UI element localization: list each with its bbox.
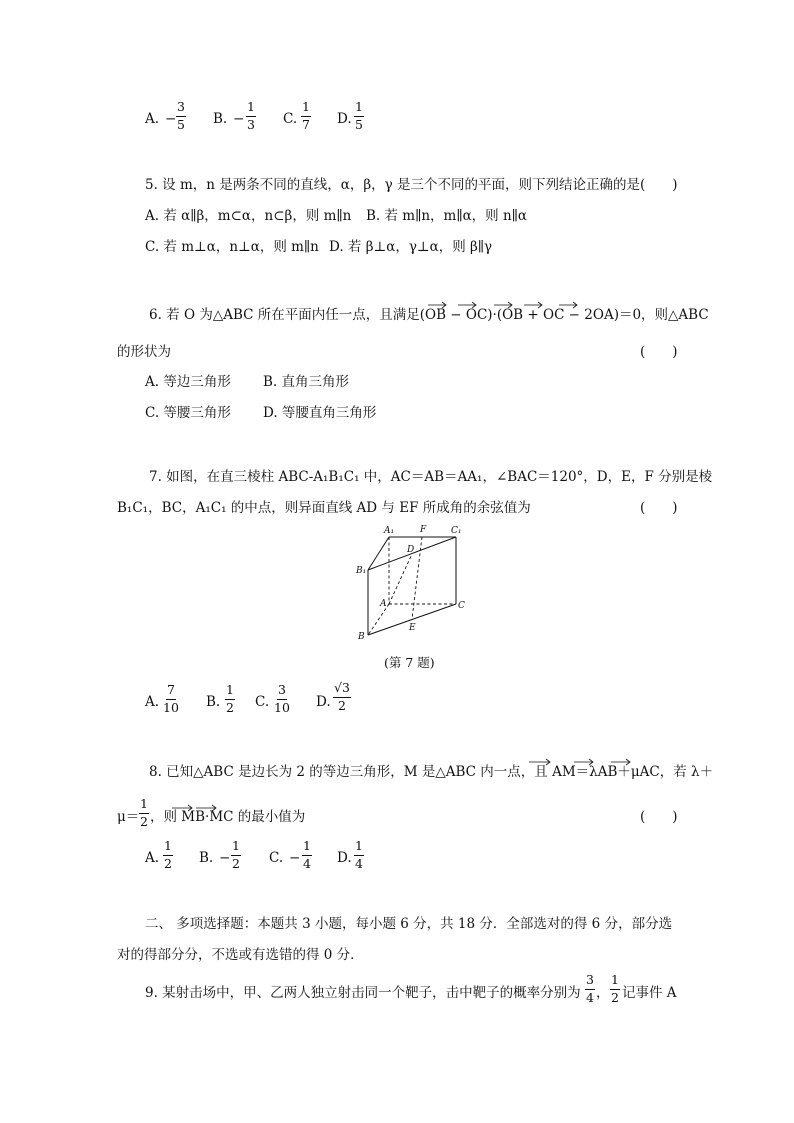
q7-option-b-label: B. (206, 694, 221, 710)
label-a: A (380, 599, 387, 609)
q8-option-a-label: A. (145, 850, 160, 866)
q8-stem-line-2: ，则 MB·MC 的最小值为 (150, 809, 306, 825)
q7-option-a-fraction: $\frac{7}{10}$ (163, 682, 179, 715)
q9-fraction-1: $\frac{3}{4}$ (586, 972, 594, 1005)
q7-figure-caption: (第 7 题) (384, 655, 435, 670)
q9-separator: ， (596, 985, 610, 1001)
label-b1: B₁ (356, 566, 367, 576)
section-2-line-2: 对的得部分分，不选或有选错的得 0 分． (117, 947, 364, 963)
q8-option-b-fraction: $\frac{1}{2}$ (232, 838, 240, 871)
q7-stem-line-2: B₁C₁，BC，A₁C₁ 的中点，则异面直线 AD 与 EF 所成角的余弦值为 (117, 500, 531, 516)
q5-stem: 5. 设 m，n 是两条不同的直线，α，β，γ 是三个不同的平面，则下列结论正确的是( ) (145, 177, 678, 193)
q6-stem-line-1: 6. 若 O 为△ABC 所在平面内任一点，且满足(OB − OC)·(OB + OC − 2OA)＝0，则△ABC (149, 307, 709, 323)
q7-option-d-fraction: $\frac{√3}{2}$ (334, 680, 350, 713)
q8-stem-half-fraction: $\frac{1}{2}$ (140, 796, 148, 829)
label-f: F (420, 525, 427, 535)
q6-option-b: B. 直角三角形 (263, 374, 350, 390)
q8-option-b-label: B. (199, 850, 214, 866)
q7-option-b-fraction: $\frac{1}{2}$ (226, 682, 234, 715)
q8-option-c-fraction: $\frac{1}{4}$ (303, 838, 311, 871)
q4-option-d-label: D. (337, 111, 352, 127)
label-c: C (458, 601, 465, 611)
q7-option-c-label: C. (255, 694, 270, 710)
label-d: D (407, 545, 415, 555)
q4-option-c-fraction: $\frac{1}{7}$ (302, 99, 310, 132)
q7-option-d-label: D. (316, 694, 331, 710)
q7-answer-parens: ( ) (640, 500, 678, 516)
q9-stem-part-2: 记事件 A (622, 985, 677, 1001)
q8-option-d-label: D. (337, 850, 352, 866)
q9-fraction-2: $\frac{1}{2}$ (611, 972, 619, 1005)
q4-option-b-label: B. (213, 111, 228, 127)
q5-option-c: C. 若 m⊥α，n⊥α，则 m∥n (145, 239, 319, 255)
q4-option-a-label: A. (145, 111, 160, 127)
label-a1: A₁ (384, 526, 395, 536)
q8-answer-parens: ( ) (640, 809, 678, 825)
q4-option-b-fraction: $\frac{1}{3}$ (247, 99, 255, 132)
section-2-line-1: 二、 多项选择题：本题共 3 小题，每小题 6 分，共 18 分．全部选对的得 6 分，部分选 (145, 916, 673, 932)
q5-option-d: D. 若 β⊥α，γ⊥α，则 β∥γ (329, 239, 493, 255)
q5-option-a: A. 若 α∥β，m⊂α，n⊂β，则 m∥n (145, 208, 352, 224)
q6-stem-line-2: 的形状为 (117, 344, 171, 360)
label-c1: C₁ (451, 526, 462, 536)
q4-option-a-sign: − (165, 111, 177, 127)
label-b: B (358, 632, 365, 642)
q8-stem-mu-equals: μ＝ (117, 809, 140, 825)
q5-option-b: B. 若 m∥n，m∥α，则 n∥α (366, 208, 528, 224)
q9-stem-part-1: 9. 某射击场中，甲、乙两人独立射击同一个靶子，击中靶子的概率分别为 (145, 985, 581, 1001)
q8-option-c-label: C. (269, 850, 284, 866)
q8-stem-line-1: 8. 已知△ABC 是边长为 2 的等边三角形，M 是△ABC 内一点，且 AM＝λAB＋μAC，若 λ＋ (149, 764, 714, 780)
q8-option-d-fraction: $\frac{1}{4}$ (355, 838, 363, 871)
q7-stem-line-1: 7. 如图，在直三棱柱 ABC-A₁B₁C₁ 中，AC＝AB＝AA₁，∠BAC＝120°，D，E，F 分别是棱 (149, 469, 713, 485)
q4-option-b-sign: − (233, 111, 245, 127)
q8-option-b-sign: − (219, 850, 231, 866)
q4-option-a-fraction: $\frac{3}{5}$ (177, 99, 185, 132)
q6-answer-parens: ( ) (640, 344, 678, 360)
q6-option-a: A. 等边三角形 (145, 374, 231, 390)
q4-option-c-label: C. (283, 111, 298, 127)
q4-option-d-fraction: $\frac{1}{5}$ (355, 99, 363, 132)
q6-option-d: D. 等腰直角三角形 (263, 405, 377, 421)
q8-option-a-fraction: $\frac{1}{2}$ (164, 838, 172, 871)
label-e: E (409, 623, 416, 633)
q6-option-c: C. 等腰三角形 (145, 405, 231, 421)
q7-option-a-label: A. (145, 694, 160, 710)
q7-option-c-fraction: $\frac{3}{10}$ (274, 682, 290, 715)
q8-option-c-sign: − (289, 850, 301, 866)
